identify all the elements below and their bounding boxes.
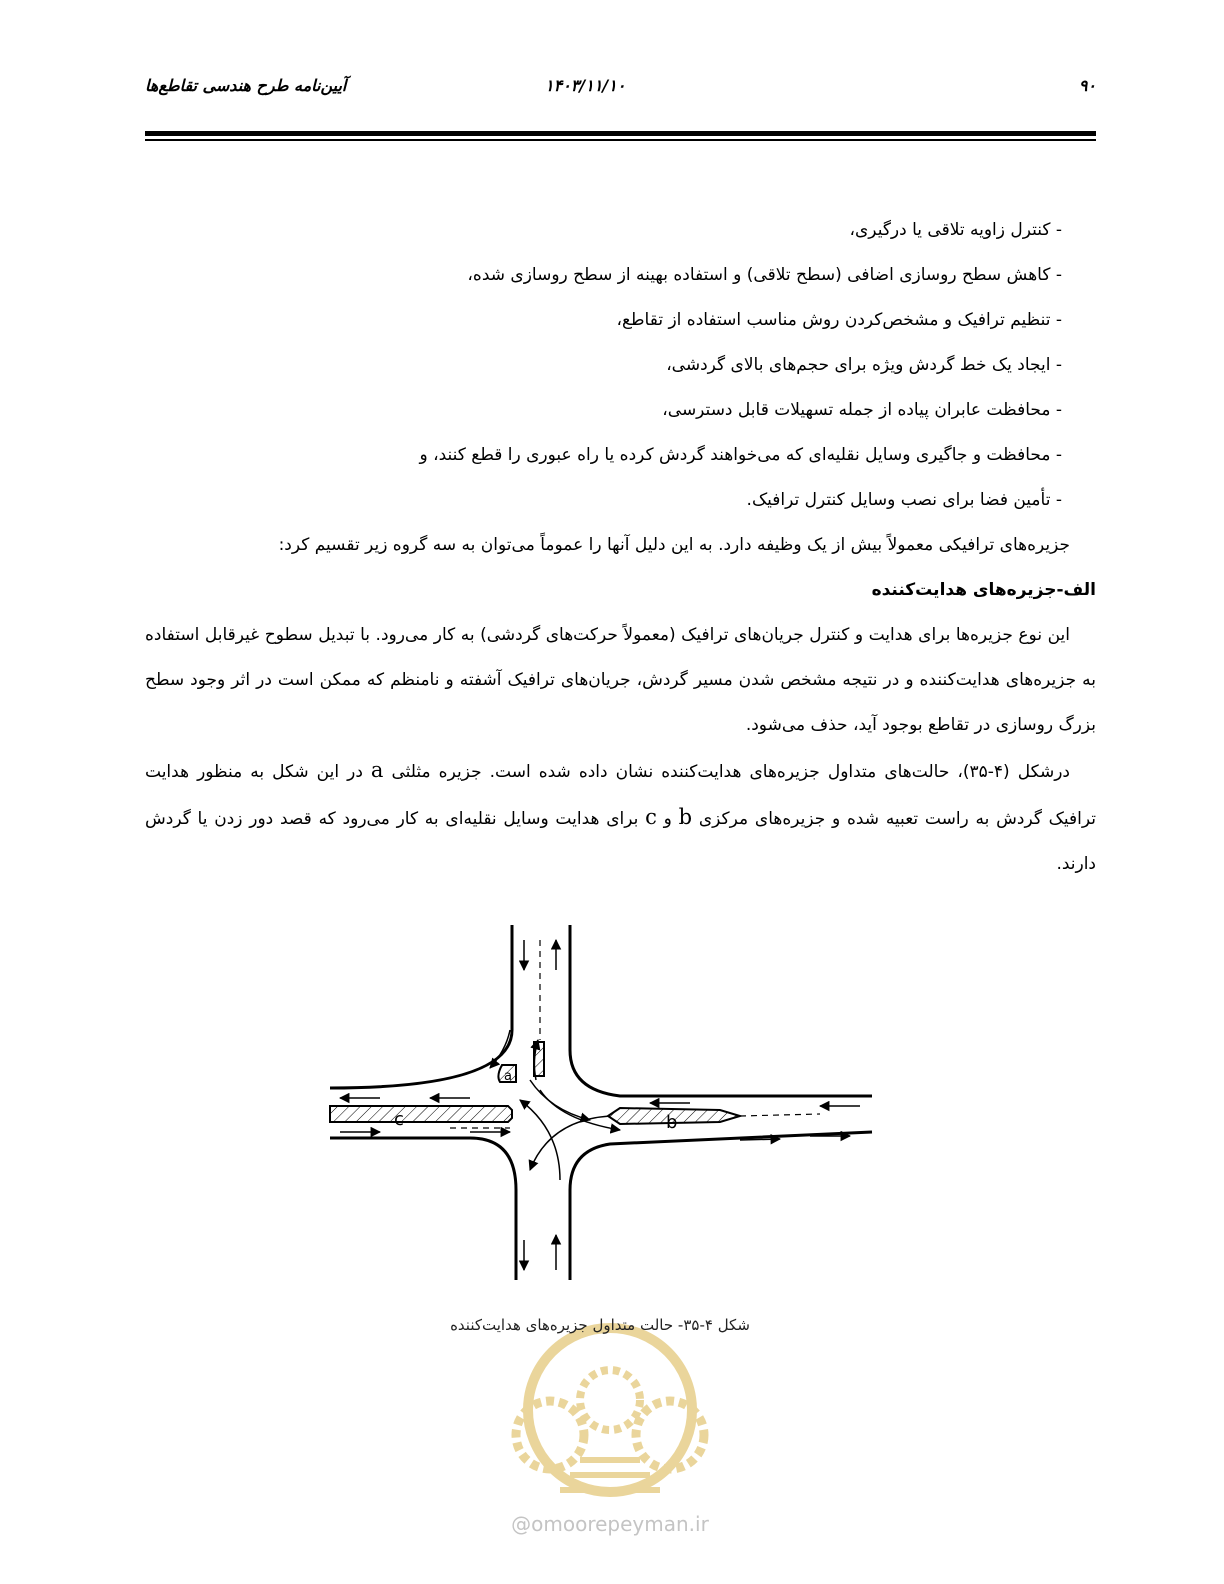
para2-text: در این شکل به منظور هدایت ترافیک گردش به راست تعبیه شده و جزیره‌های مرکزی (145, 762, 1096, 829)
intersection-figure (320, 920, 880, 1285)
island-a-label: a (504, 1069, 512, 1084)
bullet-list (145, 208, 1096, 523)
bullet-item: - تنظیم ترافیک و مشخص‌کردن روش مناسب استفاده از تقاطع، (616, 310, 1062, 330)
body-text (145, 208, 1096, 887)
road-edges (330, 925, 872, 1280)
road-edge-se (570, 1132, 872, 1280)
island-c-label: c (394, 1109, 404, 1130)
bullet-item: - محافظت و جاگیری وسایل نقلیه‌ای که می‌خواهند گردش کرده یا راه عبوری را قطع کنند، و (419, 445, 1062, 465)
para2-text: درشکل (۴-۳۵)، حالت‌های متداول جزیره‌های هدایت‌کننده نشان داده شده است. جزیره مثلثی (383, 762, 1070, 782)
island-c (330, 1106, 512, 1122)
bullet-item: - محافظت عابران پیاده از جمله تسهیلات قابل دسترسی، (662, 400, 1062, 420)
road-edge-nw (330, 925, 512, 1088)
header-rule-thin (145, 139, 1096, 141)
page-header (145, 72, 1096, 102)
island-label-a: a (370, 758, 384, 782)
figure-caption: شکل ۴-۳۵- حالت متداول جزیره‌های هدایت‌کننده (450, 1316, 750, 1334)
island-label-b: b (678, 805, 693, 829)
paragraph-2 (145, 748, 1096, 887)
lane-markings (450, 940, 820, 1128)
header-rule-thick (145, 131, 1096, 136)
island-b-label: b (666, 1112, 678, 1133)
bullet-item: - کاهش سطح روسازی اضافی (سطح تلاقی) و استفاده بهینه از سطح روسازی شده، (467, 265, 1062, 285)
paragraph-1: این نوع جزیره‌ها برای هدایت و کنترل جریان‌های ترافیک (معمولاً حرکت‌های گردشی) به کار می‌رود. با تبدیل سطوح غیرقابل استفاده به جزیره‌های هدایت‌کننده و در نتیجه مشخص شدن مسیر گردش، جریان‌های ترافیک آشفته و نامنظم که ممکن است در اثر وجود سطح بزرگ روسازی در تقاطع بوجود آید، حذف می‌شود. (145, 625, 1096, 735)
page-number: ۹۰ (1078, 76, 1096, 95)
road-edge-ne (570, 925, 872, 1096)
bullet-item: - کنترل زاویه تلاقی یا درگیری، (849, 220, 1062, 240)
para2-text: و (656, 809, 679, 829)
bullet-item: - ایجاد یک خط گردش ویژه برای حجم‌های بالای گردشی، (666, 355, 1062, 375)
bullet-item: - تأمین فضا برای نصب وسایل کنترل ترافیک. (746, 490, 1062, 510)
section-heading: الف-جزیره‌های هدایت‌کننده (871, 580, 1096, 600)
header-date: ۱۴۰۳/۱۱/۱۰ (545, 76, 626, 95)
para2-text: برای هدایت وسایل نقلیه‌ای به کار می‌رود که قصد دور زدن یا گردش دارند. (145, 809, 1096, 874)
island-label-c: c (645, 805, 657, 829)
intro-paragraph: جزیره‌های ترافیکی معمولاً بیش از یک وظیفه دارد. به این دلیل آنها را عموماً می‌توان به سه گروه زیر تقسیم کرد: (278, 535, 1070, 555)
header-title: آیین‌نامه طرح هندسی تقاطع‌ها (145, 76, 347, 95)
road-edge-sw (330, 1138, 516, 1280)
watermark-url: @omoorepeyman.ir (511, 1512, 709, 1536)
